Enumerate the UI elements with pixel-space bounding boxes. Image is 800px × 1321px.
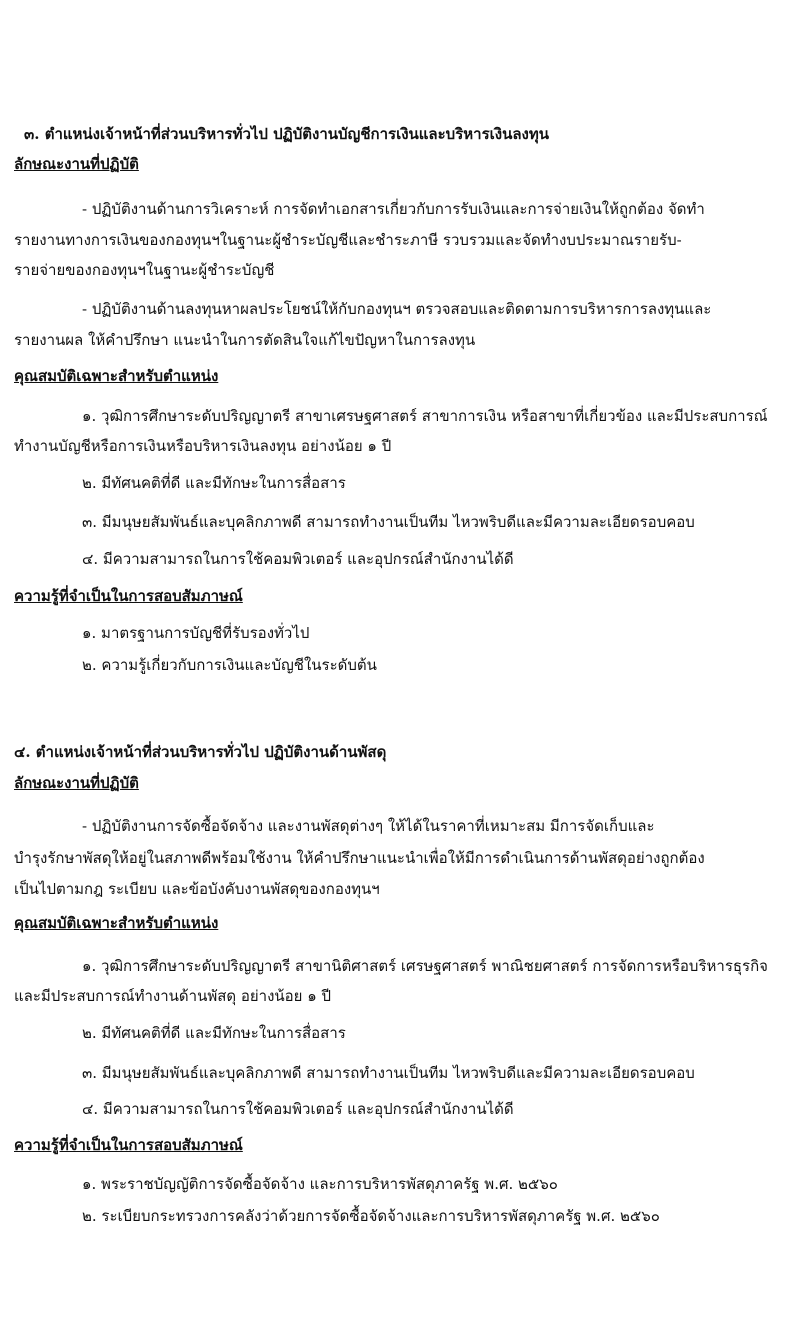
section-4-duty-1-line-2: บำรุงรักษาพัสดุให้อยู่ในสภาพดีพร้อมใช้งาน ให้คำปรึกษาแนะนำเพื่อให้มีการดำเนินการด้านพัสดุอย่างถูกต้อง: [14, 849, 705, 867]
section-3-duty-1-line-2: รายงานทางการเงินของกองทุนฯในฐานะผู้ชำระบัญชีและชำระภาษี รวบรวมและจัดทำงบประมาณรายรับ-: [14, 231, 682, 249]
section-4-qualification-4: ๔. มีความสามารถในการใช้คอมพิวเตอร์ และอุปกรณ์สำนักงานได้ดี: [82, 1100, 514, 1118]
section-3-knowledge-heading: ความรู้ที่จำเป็นในการสอบสัมภาษณ์: [14, 587, 243, 605]
section-3-qualification-1-line-2: ทำงานบัญชีหรือการเงินหรือบริหารเงินลงทุน อย่างน้อย ๑ ปี: [14, 437, 392, 455]
section-4-duties-heading: ลักษณะงานที่ปฏิบัติ: [14, 774, 139, 792]
section-4-qualification-1-line-2: และมีประสบการณ์ทำงานด้านพัสดุ อย่างน้อย ๑ ปี: [14, 987, 332, 1005]
section-4-knowledge-2: ๒. ระเบียบกระทรวงการคลังว่าด้วยการจัดซื้อจัดจ้างและการบริหารพัสดุภาครัฐ พ.ศ. ๒๕๖๐: [82, 1207, 660, 1225]
section-3-knowledge-1: ๑. มาตรฐานการบัญชีที่รับรองทั่วไป: [82, 624, 310, 642]
section-4-duty-1-line-3: เป็นไปตามกฎ ระเบียบ และข้อบังคับงานพัสดุของกองทุนฯ: [14, 880, 380, 898]
section-4-qualification-3: ๓. มีมนุษยสัมพันธ์และบุคลิกภาพดี สามารถทำงานเป็นทีม ไหวพริบดีและมีความละเอียดรอบคอบ: [82, 1064, 695, 1082]
section-3-duty-1-line-3: รายจ่ายของกองทุนฯในฐานะผู้ชำระบัญชี: [14, 261, 275, 279]
section-3-duties-heading: ลักษณะงานที่ปฏิบัติ: [14, 155, 139, 173]
section-3-knowledge-2: ๒. ความรู้เกี่ยวกับการเงินและบัญชีในระดับต้น: [82, 656, 377, 674]
section-3-title: ๓. ตำแหน่งเจ้าหน้าที่ส่วนบริหารทั่วไป ปฏิบัติงานบัญชีการเงินและบริหารเงินลงทุน: [24, 125, 549, 143]
section-3-duty-2-line-2: รายงานผล ให้คำปรึกษา แนะนำในการตัดสินใจแก้ไขปัญหาในการลงทุน: [14, 331, 476, 349]
section-4-duty-1-line-1: - ปฏิบัติงานการจัดซื้อจัดจ้าง และงานพัสดุต่างๆ ให้ได้ในราคาที่เหมาะสม มีการจัดเก็บและ: [82, 817, 655, 835]
section-3-qualification-1-line-1: ๑. วุฒิการศึกษาระดับปริญญาตรี สาขาเศรษฐศาสตร์ สาขาการเงิน หรือสาขาที่เกี่ยวข้อง และมีประสบการณ์: [82, 407, 768, 425]
section-4-title: ๔. ตำแหน่งเจ้าหน้าที่ส่วนบริหารทั่วไป ปฏิบัติงานด้านพัสดุ: [14, 743, 387, 761]
section-3-qualification-4: ๔. มีความสามารถในการใช้คอมพิวเตอร์ และอุปกรณ์สำนักงานได้ดี: [82, 550, 514, 568]
section-3-duty-1-line-1: - ปฏิบัติงานด้านการวิเคราะห์ การจัดทำเอกสารเกี่ยวกับการรับเงินและการจ่ายเงินให้ถูกต้อง จัดทำ: [82, 200, 705, 218]
section-3-duty-2-line-1: - ปฏิบัติงานด้านลงทุนหาผลประโยชน์ให้กับกองทุนฯ ตรวจสอบและติดตามการบริหารการลงทุนและ: [82, 300, 712, 318]
section-3-qualification-3: ๓. มีมนุษยสัมพันธ์และบุคลิกภาพดี สามารถทำงานเป็นทีม ไหวพริบดีและมีความละเอียดรอบคอบ: [82, 513, 695, 531]
section-4-knowledge-heading: ความรู้ที่จำเป็นในการสอบสัมภาษณ์: [14, 1136, 243, 1154]
section-4-qualification-2: ๒. มีทัศนคติที่ดี และมีทักษะในการสื่อสาร: [82, 1024, 346, 1042]
section-4-knowledge-1: ๑. พระราชบัญญัติการจัดซื้อจัดจ้าง และการบริหารพัสดุภาครัฐ พ.ศ. ๒๕๖๐: [82, 1175, 558, 1193]
section-3-qualification-2: ๒. มีทัศนคติที่ดี และมีทักษะในการสื่อสาร: [82, 474, 346, 492]
section-4-qualification-1-line-1: ๑. วุฒิการศึกษาระดับปริญญาตรี สาขานิติศาสตร์ เศรษฐศาสตร์ พาณิชยศาสตร์ การจัดการหรือบริหารธุรกิจ: [82, 957, 768, 975]
section-3-qualifications-heading: คุณสมบัติเฉพาะสำหรับตำแหน่ง: [14, 367, 219, 385]
section-4-qualifications-heading: คุณสมบัติเฉพาะสำหรับตำแหน่ง: [14, 914, 219, 932]
